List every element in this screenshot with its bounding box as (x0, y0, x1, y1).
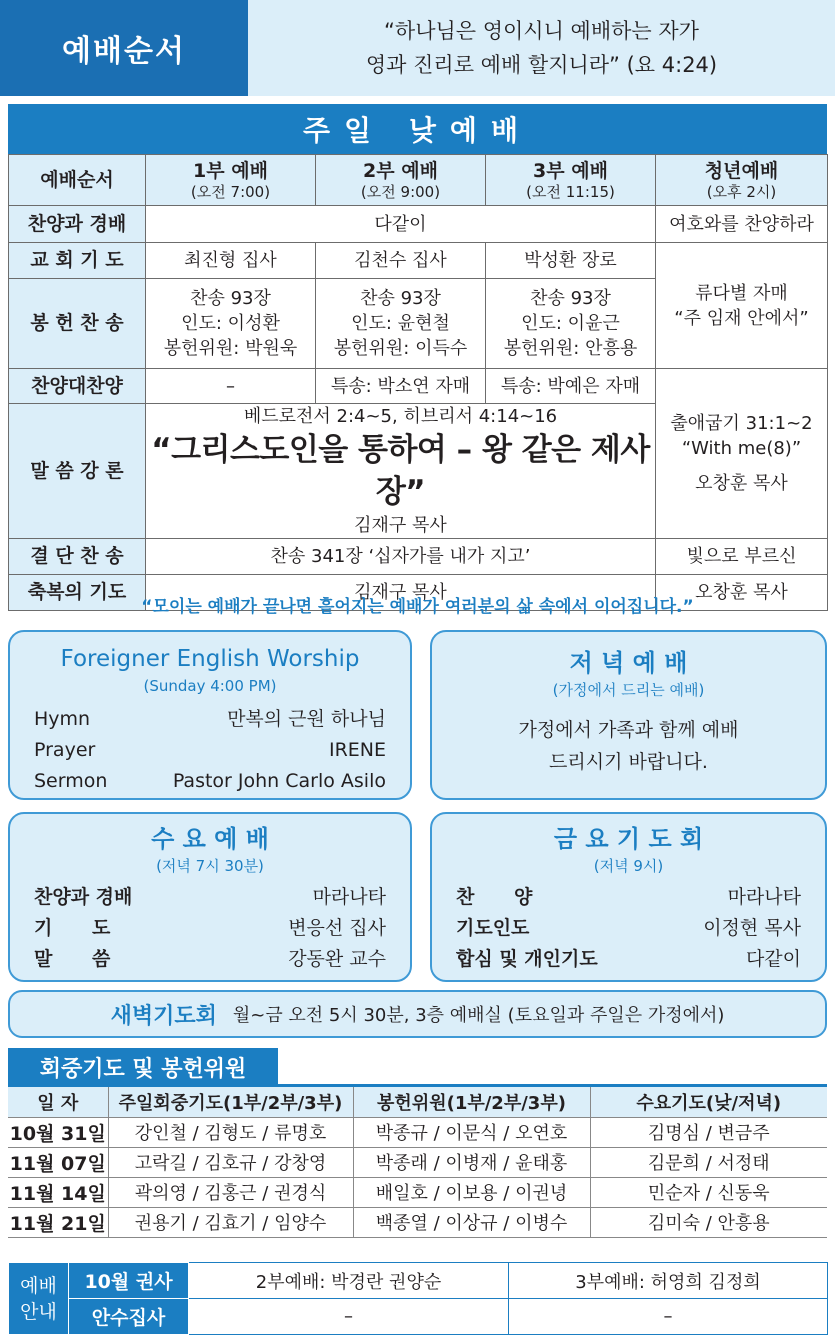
verse-line-2: 영과 진리로 예배 할지니라” (요 4:24) (365, 53, 718, 77)
evening-worship-box (430, 630, 827, 800)
dawn-text: 월~금 오전 5시 30분, 3층 예배실 (토요일과 주일은 가정에서) (232, 1005, 725, 1026)
row-label: 봉 헌 찬 송 (9, 279, 146, 369)
row-date: 11월 21일 (8, 1207, 108, 1237)
row-label: 말 씀 강 론 (9, 404, 146, 539)
row-cell: 고락길 / 김호규 / 강창영 (108, 1147, 353, 1177)
quote-text: “모이는 예배가 끝나면 흩어지는 예배가 여러분의 삶 속에서 이어집니다.” (141, 597, 694, 617)
table-row (8, 1117, 827, 1147)
choir-s1: – (146, 369, 316, 404)
worship-guide-table (8, 1262, 828, 1335)
wednesday-item: 찬양과 경배 마라나타 (34, 886, 386, 908)
column-header-service1: 1부 예배 (오전 7:00) (146, 155, 316, 206)
prayer-schedule-table (8, 1087, 827, 1238)
sermon-main (146, 404, 656, 539)
guide-row-label: 10월 권사 (69, 1263, 189, 1299)
page-title: 예배순서 (0, 0, 248, 96)
row-choir (9, 369, 828, 404)
prayer-section-title: 회중기도 및 봉헌위원 (8, 1048, 278, 1086)
english-worship-box (8, 630, 412, 800)
header-date: 일 자 (8, 1087, 108, 1117)
friday-item: 기도인도 이정현 목사 (456, 917, 801, 939)
friday-item: 합심 및 개인기도 다같이 (456, 948, 801, 970)
choir-s2: 특송: 박소연 자매 (316, 369, 486, 404)
verse-line-1: “하나님은 영이시니 예배하는 자가 (384, 19, 699, 43)
sunday-banner: 주일 낮예배 (8, 104, 827, 154)
guide-row-label: 안수집사 (69, 1299, 189, 1335)
guide-row (9, 1263, 828, 1299)
column-header-service3: 3부 예배 (오전 11:15) (486, 155, 656, 206)
english-item: Sermon Pastor John Carlo Asilo (34, 770, 386, 792)
dawn-title: 새벽기도회 (110, 1003, 217, 1029)
header-sunday-prayer: 주일회중기도(1부/2부/3부) (108, 1087, 353, 1117)
evening-sub: (가정에서 드리는 예배) (552, 681, 705, 699)
table-header-row (8, 1087, 827, 1117)
row-date: 11월 14일 (8, 1177, 108, 1207)
table-row (8, 1147, 827, 1177)
offering-s3: 찬송 93장 인도: 이윤근 봉헌위원: 안흥용 (486, 279, 656, 369)
blessing-youth: 오창훈 목사 (656, 575, 828, 611)
wednesday-sub: (저녁 7시 30분) (156, 857, 264, 875)
table-header-row (9, 155, 828, 206)
wednesday-title: 수 요 예 배 (151, 825, 269, 853)
blessing-all: 김재구 목사 (146, 575, 656, 611)
row-date: 10월 31일 (8, 1117, 108, 1147)
hymn-all: 찬송 341장 ‘십자가를 내가 지고’ (146, 539, 656, 575)
column-header-youth: 청년예배 (오후 2시) (656, 155, 828, 206)
row-praise (9, 206, 828, 243)
sermon-scripture: 베드로전서 2:4~5, 히브리서 4:14~16 (243, 406, 558, 427)
table-row (8, 1207, 827, 1237)
praise-all: 다같이 (146, 206, 656, 243)
row-label: 찬양과 경배 (9, 206, 146, 243)
header-wednesday-prayer: 수요기도(낮/저녁) (590, 1087, 827, 1117)
guide-row (9, 1299, 828, 1335)
row-cell: 김미숙 / 안흥용 (590, 1207, 827, 1237)
prayer-s2: 김천수 집사 (316, 243, 486, 279)
english-item: Prayer IRENE (34, 739, 386, 761)
header-offering: 봉헌위원(1부/2부/3부) (353, 1087, 590, 1117)
row-cell: 민순자 / 신동욱 (590, 1177, 827, 1207)
wednesday-item: 기 도 변응선 집사 (34, 917, 386, 939)
wednesday-item: 말 씀 강동완 교수 (34, 948, 386, 970)
hymn-youth: 빛으로 부르신 (656, 539, 828, 575)
row-cell: 강인철 / 김형도 / 류명호 (108, 1117, 353, 1147)
offering-s2: 찬송 93장 인도: 윤현철 봉헌위원: 이득수 (316, 279, 486, 369)
friday-prayer-box (430, 812, 827, 982)
sermon-youth: 출애굽기 31:1~2 “With me(8)” 오창훈 목사 (656, 369, 828, 539)
english-sub: (Sunday 4:00 PM) (143, 677, 277, 695)
row-cell: 박종규 / 이문식 / 오연호 (353, 1117, 590, 1147)
prayer-s3: 박성환 장로 (486, 243, 656, 279)
english-title: Foreigner English Worship (60, 646, 360, 672)
choir-s3: 특송: 박예은 자매 (486, 369, 656, 404)
prayer-s1: 최진형 집사 (146, 243, 316, 279)
row-cell: 곽의영 / 김홍근 / 권경식 (108, 1177, 353, 1207)
header-verse (248, 0, 835, 96)
row-cell: 김문희 / 서정태 (590, 1147, 827, 1177)
table-row (8, 1177, 827, 1207)
guide-label: 예배 안내 (9, 1263, 69, 1335)
guide-cell: – (509, 1299, 828, 1335)
sunday-service-table (8, 154, 828, 611)
row-label: 축복의 기도 (9, 575, 146, 611)
guide-cell: 2부예배: 박경란 권양순 (189, 1263, 509, 1299)
row-cell: 권용기 / 김효기 / 임양수 (108, 1207, 353, 1237)
row-cell: 박종래 / 이병재 / 윤태홍 (353, 1147, 590, 1177)
sermon-preacher: 김재구 목사 (354, 515, 447, 536)
row-label: 교 회 기 도 (9, 243, 146, 279)
row-label: 결 단 찬 송 (9, 539, 146, 575)
row-label: 찬양대찬양 (9, 369, 146, 404)
friday-item: 찬 양 마라나타 (456, 886, 801, 908)
praise-youth: 여호와를 찬양하라 (656, 206, 828, 243)
guide-cell: – (189, 1299, 509, 1335)
row-cell: 김명심 / 변금주 (590, 1117, 827, 1147)
offering-s1: 찬송 93장 인도: 이성환 봉헌위원: 박원욱 (146, 279, 316, 369)
friday-sub: (저녁 9시) (593, 857, 664, 875)
row-hymn (9, 539, 828, 575)
row-cell: 배일호 / 이보용 / 이권녕 (353, 1177, 590, 1207)
evening-line-1: 가정에서 가족과 함께 예배 (518, 719, 739, 741)
friday-title: 금 요 기 도 회 (553, 825, 704, 853)
row-cell: 백종열 / 이상규 / 이병수 (353, 1207, 590, 1237)
dawn-prayer-box (8, 990, 827, 1038)
row-prayer (9, 243, 828, 279)
row-date: 11월 07일 (8, 1147, 108, 1177)
english-item: Hymn 만복의 근원 하나님 (34, 708, 386, 730)
column-header-service2: 2부 예배 (오전 9:00) (316, 155, 486, 206)
wednesday-worship-box (8, 812, 412, 982)
offering-youth: 류다별 자매 “주 임재 안에서” (656, 243, 828, 369)
evening-title: 저 녁 예 배 (569, 649, 688, 677)
header (0, 0, 835, 96)
sermon-title: “그리스도인을 통하여 – 왕 같은 제사장” (151, 432, 650, 510)
column-header-order: 예배순서 (9, 155, 146, 206)
evening-line-2: 드리시기 바랍니다. (549, 751, 708, 773)
guide-cell: 3부예배: 허영희 김정희 (509, 1263, 828, 1299)
